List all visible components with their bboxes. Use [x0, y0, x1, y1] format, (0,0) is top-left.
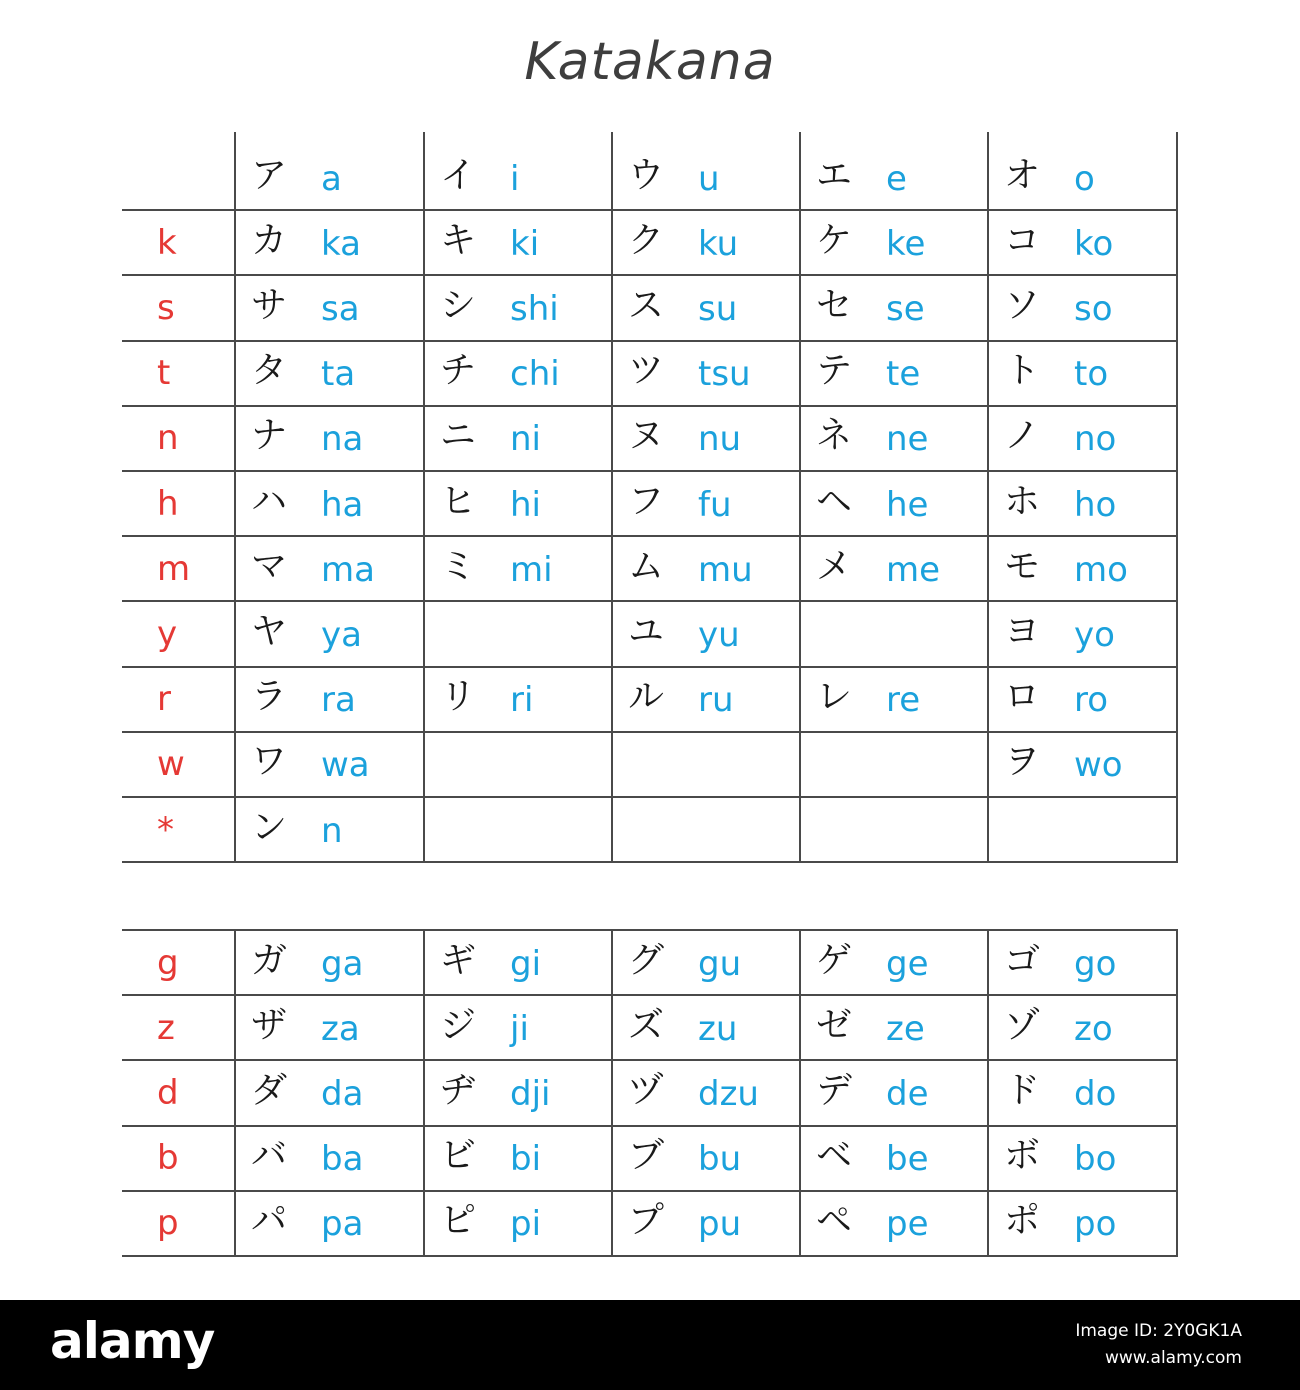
- dakuten_table-hline-1: [122, 994, 1178, 996]
- romaji-reading: he: [886, 484, 929, 525]
- kana-character: ヤ: [251, 611, 288, 652]
- consonant-label: s: [157, 288, 175, 328]
- kana-character: ピ: [440, 1200, 477, 1242]
- kana-character: バ: [251, 1135, 288, 1177]
- dakuten_table-vline-4: [799, 930, 801, 1256]
- kana-character: ポ: [1004, 1200, 1041, 1242]
- romaji-reading: i: [510, 158, 520, 199]
- kana-character: エ: [816, 154, 853, 196]
- main_table-hline-9: [122, 731, 1178, 733]
- romaji-reading: ma: [321, 549, 375, 590]
- kana-character: ド: [1004, 1070, 1041, 1111]
- romaji-reading: u: [698, 158, 720, 199]
- consonant-label: h: [157, 483, 179, 524]
- image-id-text: Image ID: 2Y0GK1A: [1075, 1321, 1242, 1341]
- romaji-reading: a: [321, 158, 342, 199]
- kana-character: ワ: [251, 741, 288, 783]
- kana-character: ニ: [440, 415, 477, 457]
- kana-character: リ: [440, 676, 477, 718]
- consonant-label: w: [157, 744, 185, 785]
- consonant-label: m: [157, 548, 191, 589]
- romaji-reading: ya: [321, 615, 362, 655]
- kana-character: ロ: [1004, 676, 1041, 718]
- romaji-reading: po: [1074, 1204, 1117, 1245]
- romaji-reading: ho: [1074, 484, 1117, 525]
- main_table-hline-10: [122, 796, 1178, 798]
- romaji-reading: ri: [510, 680, 534, 721]
- kana-character: ラ: [251, 676, 288, 718]
- dakuten_table-hline-0: [122, 929, 1178, 931]
- romaji-reading: do: [1074, 1074, 1117, 1114]
- main_table-vline-4: [799, 132, 801, 862]
- main_table-vline-2: [423, 132, 425, 862]
- main_table-hline-8: [122, 666, 1178, 668]
- kana-character: モ: [1004, 545, 1041, 587]
- kana-character: オ: [1004, 154, 1041, 196]
- dakuten_table-vline-5: [987, 930, 989, 1256]
- kana-character: ギ: [440, 939, 477, 981]
- romaji-reading: se: [886, 289, 925, 329]
- romaji-reading: ku: [698, 223, 739, 264]
- romaji-reading: fu: [698, 484, 732, 525]
- dakuten_table-vline-3: [611, 930, 613, 1256]
- romaji-reading: pu: [698, 1204, 742, 1245]
- consonant-label: d: [157, 1073, 179, 1113]
- kana-character: デ: [816, 1070, 853, 1111]
- site-url-text: www.alamy.com: [1104, 1348, 1242, 1368]
- kana-character: ケ: [816, 219, 853, 261]
- romaji-reading: ni: [510, 419, 541, 460]
- kana-character: タ: [251, 350, 288, 392]
- kana-character: ヅ: [628, 1070, 665, 1111]
- romaji-reading: no: [1074, 419, 1117, 460]
- romaji-reading: ki: [510, 223, 540, 264]
- romaji-reading: zo: [1074, 1008, 1113, 1049]
- consonant-label: b: [157, 1138, 179, 1179]
- kana-character: プ: [628, 1200, 665, 1242]
- main_table-hline-2: [122, 274, 1178, 276]
- kana-character: レ: [816, 676, 853, 718]
- kana-character: ベ: [816, 1135, 853, 1177]
- romaji-reading: na: [321, 419, 364, 460]
- romaji-reading: ba: [321, 1139, 364, 1180]
- romaji-reading: e: [886, 158, 907, 199]
- consonant-label: *: [157, 809, 174, 850]
- romaji-reading: bo: [1074, 1139, 1117, 1180]
- romaji-reading: dji: [510, 1074, 551, 1114]
- romaji-reading: mi: [510, 549, 553, 590]
- romaji-reading: nu: [698, 419, 742, 460]
- romaji-reading: su: [698, 289, 738, 329]
- kana-character: ハ: [251, 480, 288, 522]
- romaji-reading: chi: [510, 354, 560, 395]
- romaji-reading: ta: [321, 354, 356, 395]
- romaji-reading: hi: [510, 484, 541, 525]
- romaji-reading: mo: [1074, 549, 1128, 590]
- romaji-reading: o: [1074, 158, 1095, 199]
- romaji-reading: bu: [698, 1139, 742, 1180]
- kana-character: マ: [251, 545, 288, 587]
- kana-character: サ: [251, 285, 288, 326]
- main_table-hline-7: [122, 600, 1178, 602]
- romaji-reading: ne: [886, 419, 929, 460]
- kana-character: ペ: [816, 1200, 853, 1242]
- kana-character: ル: [628, 676, 665, 718]
- main_table-hline-3: [122, 340, 1178, 342]
- romaji-reading: me: [886, 549, 941, 590]
- main_table-hline-11: [122, 861, 1178, 863]
- romaji-reading: ga: [321, 943, 364, 984]
- romaji-reading: so: [1074, 289, 1113, 329]
- kana-character: ミ: [440, 545, 477, 587]
- consonant-label: k: [157, 222, 177, 263]
- kana-character: カ: [251, 219, 288, 261]
- kana-character: ボ: [1004, 1135, 1041, 1177]
- main_table-vline-3: [611, 132, 613, 862]
- romaji-reading: zu: [698, 1008, 738, 1049]
- romaji-reading: da: [321, 1074, 364, 1114]
- kana-character: ビ: [440, 1135, 477, 1177]
- romaji-reading: dzu: [698, 1074, 759, 1114]
- kana-character: ゼ: [816, 1004, 853, 1046]
- romaji-reading: ha: [321, 484, 364, 525]
- romaji-reading: pa: [321, 1204, 364, 1245]
- image-id-block: [1075, 1318, 1242, 1372]
- romaji-reading: ke: [886, 223, 926, 264]
- dakuten_table-vline-6: [1176, 930, 1178, 1256]
- kana-character: セ: [816, 285, 853, 326]
- romaji-reading: ji: [510, 1008, 529, 1049]
- dakuten_table-hline-4: [122, 1190, 1178, 1192]
- kana-character: ゲ: [816, 939, 853, 981]
- romaji-reading: ze: [886, 1008, 925, 1049]
- romaji-reading: yu: [698, 615, 740, 655]
- main_table-vline-6: [1176, 132, 1178, 862]
- kana-character: ヌ: [628, 415, 665, 457]
- kana-character: ト: [1004, 350, 1041, 392]
- kana-character: ウ: [628, 154, 665, 196]
- kana-character: ネ: [816, 415, 853, 457]
- kana-character: フ: [628, 480, 665, 522]
- romaji-reading: gu: [698, 943, 742, 984]
- dakuten_table-hline-5: [122, 1255, 1178, 1257]
- kana-character: ヘ: [816, 480, 853, 522]
- main_table-hline-6: [122, 535, 1178, 537]
- romaji-reading: shi: [510, 289, 559, 329]
- kana-character: ツ: [628, 350, 665, 392]
- romaji-reading: ka: [321, 223, 361, 264]
- consonant-label: g: [157, 942, 179, 983]
- dakuten_table-vline-2: [423, 930, 425, 1256]
- kana-character: ノ: [1004, 415, 1041, 457]
- kana-character: ジ: [440, 1004, 477, 1046]
- kana-character: ダ: [251, 1070, 288, 1111]
- kana-character: ア: [251, 154, 288, 196]
- consonant-label: y: [157, 614, 178, 654]
- consonant-label: r: [157, 679, 171, 720]
- kana-character: チ: [440, 350, 477, 392]
- romaji-reading: te: [886, 354, 921, 395]
- romaji-reading: wo: [1074, 745, 1123, 786]
- kana-character: コ: [1004, 219, 1041, 261]
- main_table-hline-1: [122, 209, 1178, 211]
- romaji-reading: yo: [1074, 615, 1115, 655]
- romaji-reading: pe: [886, 1204, 929, 1245]
- kana-character: パ: [251, 1200, 288, 1242]
- kana-character: ヒ: [440, 480, 477, 522]
- kana-character: ブ: [628, 1135, 665, 1177]
- romaji-reading: tsu: [698, 354, 751, 395]
- main_table-hline-4: [122, 405, 1178, 407]
- kana-character: グ: [628, 939, 665, 981]
- kana-character: ソ: [1004, 285, 1041, 326]
- kana-character: ヲ: [1004, 741, 1041, 783]
- kana-character: シ: [440, 285, 477, 326]
- main_table-vline-1: [234, 132, 236, 862]
- kana-character: ン: [251, 806, 288, 848]
- dakuten_table-vline-1: [234, 930, 236, 1256]
- kana-character: ス: [628, 285, 665, 326]
- kana-character: ザ: [251, 1004, 288, 1046]
- consonant-label: t: [157, 353, 171, 394]
- romaji-reading: ge: [886, 943, 929, 984]
- romaji-reading: de: [886, 1074, 929, 1114]
- romaji-reading: be: [886, 1139, 929, 1180]
- main_table-hline-5: [122, 470, 1178, 472]
- alamy-logo: alamy: [50, 1312, 215, 1370]
- kana-character: イ: [440, 154, 477, 196]
- kana-character: キ: [440, 219, 477, 261]
- romaji-reading: ra: [321, 680, 356, 721]
- consonant-label: z: [157, 1007, 175, 1048]
- kana-character: ク: [628, 219, 665, 261]
- dakuten_table-hline-3: [122, 1125, 1178, 1127]
- romaji-reading: gi: [510, 943, 542, 984]
- kana-character: ム: [628, 545, 665, 587]
- romaji-reading: ru: [698, 680, 734, 721]
- page-title: Katakana: [524, 32, 776, 92]
- kana-character: メ: [816, 545, 853, 587]
- romaji-reading: ko: [1074, 223, 1114, 264]
- watermark-footer: [0, 1300, 1300, 1390]
- kana-character: テ: [816, 350, 853, 392]
- kana-character: ゴ: [1004, 939, 1041, 981]
- kana-character: ユ: [628, 611, 665, 652]
- romaji-reading: go: [1074, 943, 1117, 984]
- main_table-vline-5: [987, 132, 989, 862]
- kana-character: ズ: [628, 1004, 665, 1046]
- romaji-reading: re: [886, 680, 921, 721]
- romaji-reading: n: [321, 810, 343, 851]
- romaji-reading: pi: [510, 1204, 542, 1245]
- kana-character: ヨ: [1004, 611, 1041, 652]
- dakuten_table-hline-2: [122, 1059, 1178, 1061]
- romaji-reading: za: [321, 1008, 360, 1049]
- kana-character: ゾ: [1004, 1004, 1041, 1046]
- kana-character: ナ: [251, 415, 288, 457]
- kana-character: ガ: [251, 939, 288, 981]
- romaji-reading: mu: [698, 549, 753, 590]
- romaji-reading: wa: [321, 745, 370, 786]
- romaji-reading: sa: [321, 289, 360, 329]
- consonant-label: n: [157, 418, 179, 459]
- kana-character: ホ: [1004, 480, 1041, 522]
- romaji-reading: ro: [1074, 680, 1109, 721]
- romaji-reading: bi: [510, 1139, 542, 1180]
- kana-character: ヂ: [440, 1070, 477, 1111]
- consonant-label: p: [157, 1203, 179, 1244]
- romaji-reading: to: [1074, 354, 1109, 395]
